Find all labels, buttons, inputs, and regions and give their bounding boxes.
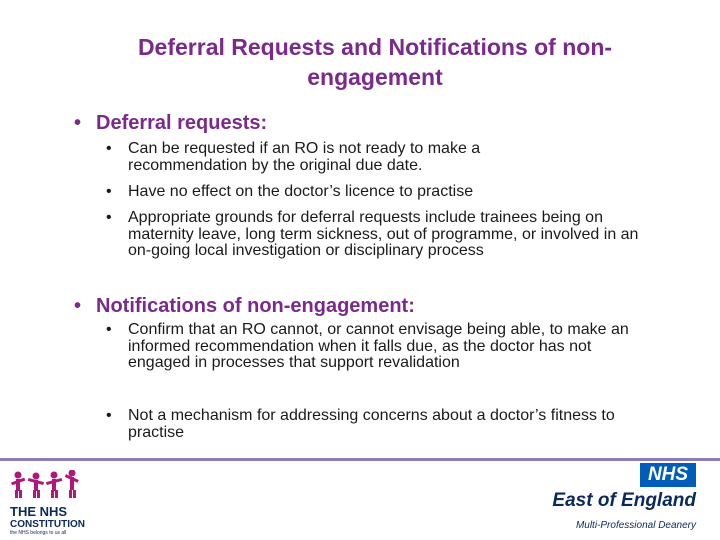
logo-line-1: THE NHS (10, 504, 68, 519)
logo-line-2: CONSTITUTION (10, 519, 85, 530)
people-figures-icon (10, 470, 82, 498)
bullet: • (106, 140, 112, 157)
list-item (106, 408, 666, 441)
list-item (106, 141, 666, 174)
section-heading-non-engagement (74, 294, 415, 318)
list-item-text: Appropriate grounds for deferral requests include trainees being on maternity leave, long term sickness, out of programme, or involved in an on-going local investigation or disciplinary process (128, 209, 639, 259)
bullet: • (106, 183, 112, 200)
list-item (106, 322, 666, 372)
section-heading-text: Deferral requests: (96, 112, 268, 134)
section-heading-deferral (74, 111, 267, 135)
bullet: • (106, 209, 112, 226)
bullet: • (74, 295, 82, 317)
list-item (106, 184, 666, 201)
list-item-text: Have no effect on the doctor’s licence to practise (128, 183, 474, 200)
footer-divider (0, 458, 720, 461)
list-item (106, 210, 666, 260)
list-item-text: Confirm that an RO cannot, or cannot envisage being able, to make an informed recommendation when it falls due, as the doctor has not engaged in processes that support revalidation (128, 321, 629, 371)
bullet: • (74, 112, 82, 134)
list-item-text: Can be requested if an RO is not ready to make a recommendation by the original due date. (128, 140, 481, 174)
region-name: East of England (552, 490, 696, 511)
deanery-name: Multi-Professional Deanery (575, 520, 696, 531)
section-heading-text: Notifications of non-engagement: (96, 295, 415, 317)
logo-tagline: the NHS belongs to us all (10, 530, 67, 536)
nhs-constitution-logo (10, 470, 100, 536)
bullet: • (106, 321, 112, 338)
list-item-text: Not a mechanism for addressing concerns about a doctor’s fitness to practise (128, 407, 615, 441)
nhs-logo: NHS (640, 463, 696, 487)
bullet: • (106, 407, 112, 424)
slide-title: Deferral Requests and Notifications of non-engagement (137, 34, 613, 90)
